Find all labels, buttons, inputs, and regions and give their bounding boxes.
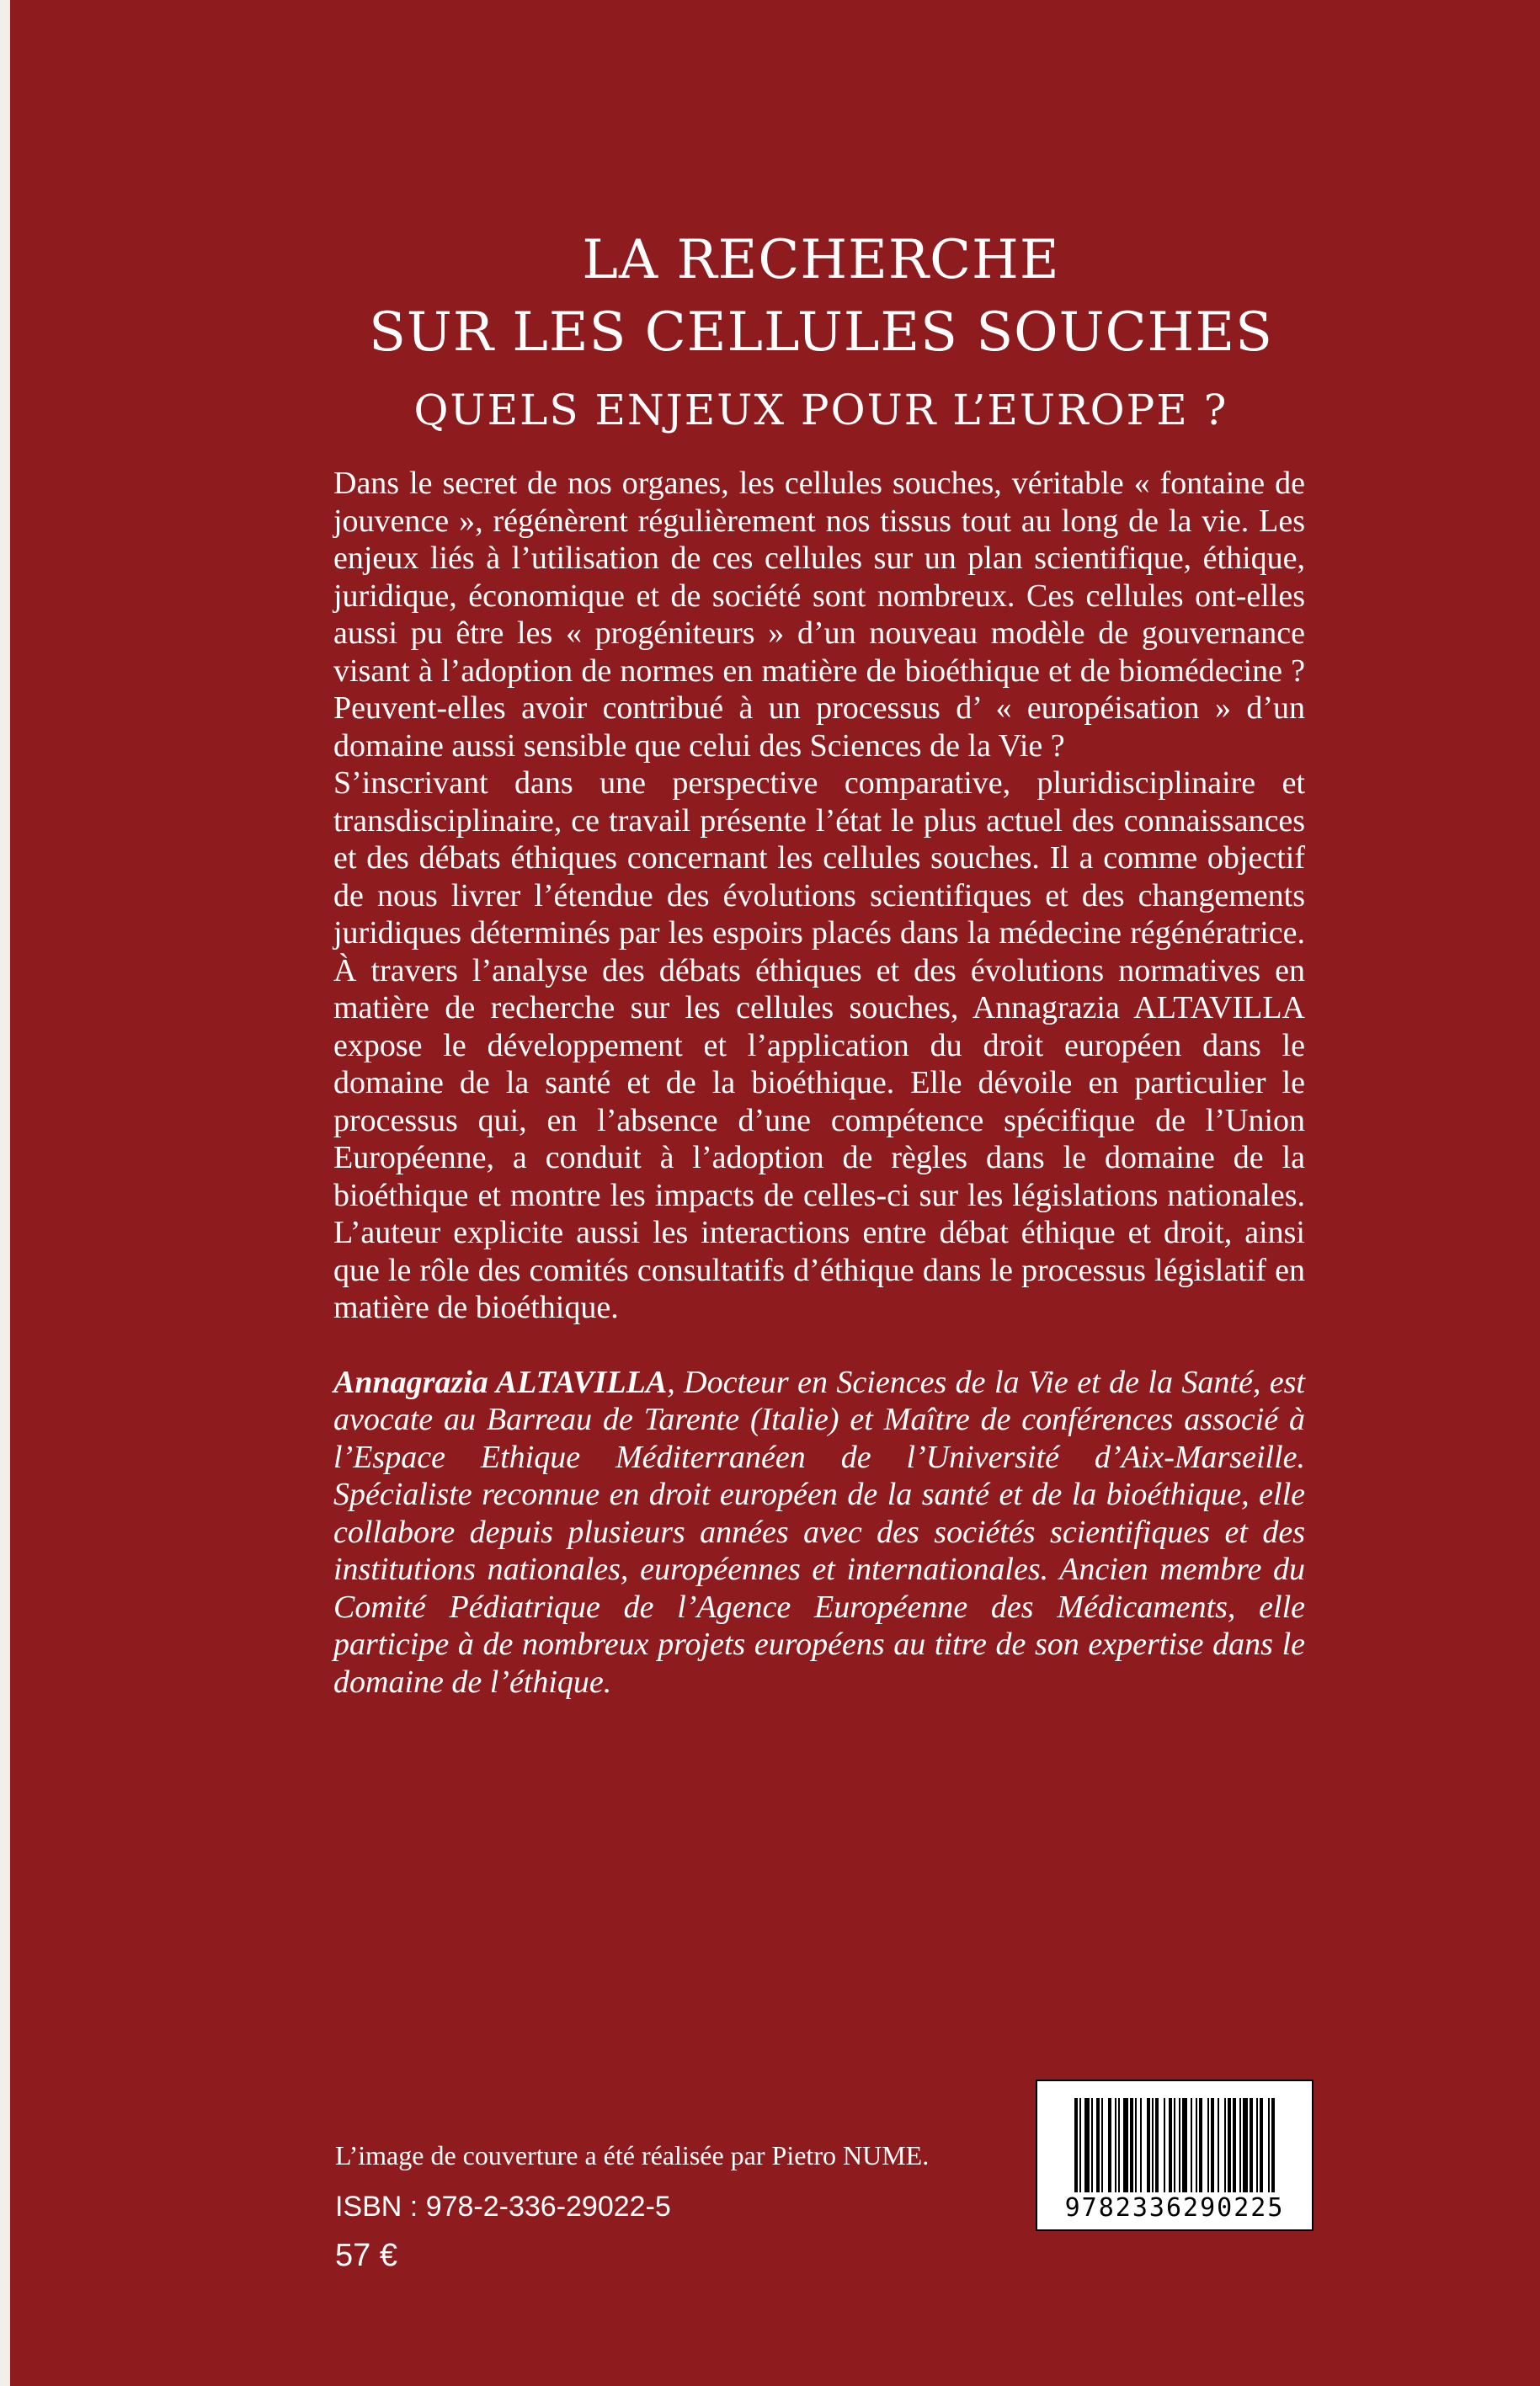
title-line-1: LA RECHERCHE [582,229,1060,291]
barcode-bar [1074,2098,1078,2192]
page-edge [0,0,10,2386]
title-line-2: SUR LES CELLULES SOUCHES [369,301,1273,364]
barcode-bar [1115,2098,1116,2192]
barcode-bar [1101,2098,1103,2192]
barcode-bar [1260,2098,1263,2192]
barcode-bar [1191,2098,1192,2192]
barcode-bar [1084,2098,1090,2192]
barcode-bar [1140,2098,1142,2192]
barcode-bar [1224,2098,1226,2192]
barcode-bar [1179,2098,1180,2192]
summary-paragraph-2: S’inscrivant dans une perspective comparative, pluridisciplinaire et transdisciplinaire, ce travail présente l’état le plus actuel des connaissances et des débats éthiques concernant les cellules souches. Il a comme objectif de nous livrer l’étendue des évolutions scientifiques et des changements juridiques déterminés par les espoirs placés dans la médecine régénératrice. À travers l’analyse des débats éthiques et des évolutions normatives en matière de recherche sur les cellules souches, Annagrazia ALTAVILLA expose le développement et l’application du droit européen dans le domaine de la santé et de la bioéthique. Elle dévoile en particulier le processus qui, en l’absence d’une compétence spécifique de l’Union Européenne, a conduit à l’adoption de règles dans le domaine de la bioéthique et montre les impacts de celles-ci sur les législations nationales. L’auteur explicite aussi les interactions entre débat éthique et droit, ainsi que le rôle des comités consultatifs d’éthique dans le processus législatif en matière de bioéthique. [333,765,1305,1325]
summary-block [333,465,1305,1701]
barcode-bar [1239,2098,1241,2192]
author-bio [333,1364,1305,1702]
cover-image-credit: L’image de couverture a été réalisée par Pietro NUME. [335,2140,930,2170]
barcode-bar [1211,2098,1214,2192]
barcode-bar [1268,2098,1270,2192]
barcode-bar [1182,2098,1187,2192]
barcode-bar [1271,2098,1275,2192]
barcode-bar [1164,2098,1165,2192]
spacer [333,1327,1305,1364]
author-name: Annagrazia ALTAVILLA [333,1364,668,1400]
barcode-bar [1218,2098,1219,2192]
barcode-bar [1108,2098,1111,2192]
barcode [1036,2080,1314,2231]
barcode-bar [1169,2098,1172,2192]
barcode-bar [1199,2098,1202,2192]
barcode-bar [1250,2098,1253,2192]
barcode-bar [1243,2098,1248,2192]
barcode-bar [1256,2098,1258,2192]
author-bio-text: , Docteur en Sciences de la Vie et de la Santé, est avocate au Barreau de Tarente (Italie) et Maître de conférences associé à l’Espace Ethique Méditerranéen de l’Université d’Aix-Marseille. Spécialiste reconnue en droit européen de la santé et de la bioéthique, elle collabore depuis plusieurs années avec des sociétés scientifiques et des institutions nationales, européennes et internationales. Ancien membre du Comité Pédiatrique de l’Agence Européenne des Médicaments, elle participe à de nombreux projets européens au titre de son expertise dans le domaine de l’éthique. [333,1364,1305,1700]
barcode-bar [1091,2098,1093,2192]
barcode-bar [1174,2098,1175,2192]
barcode-bar [1096,2098,1100,2192]
barcode-bar [1233,2098,1236,2192]
price: 57 € [335,2238,397,2273]
barcode-bar [1135,2098,1137,2192]
barcode-bar [1123,2098,1128,2192]
isbn: ISBN : 978-2-336-29022-5 [335,2191,671,2223]
barcode-bar [1196,2098,1197,2192]
barcode-bar [1130,2098,1133,2192]
barcode-icon [1074,2098,1278,2192]
barcode-bar [1228,2098,1231,2192]
barcode-bar [1155,2098,1159,2192]
barcode-bar [1147,2098,1150,2192]
barcode-bar [1118,2098,1120,2192]
barcode-bar [1207,2098,1209,2192]
summary-paragraph-1: Dans le secret de nos organes, les cellules souches, véritable « fontaine de jouvence », régénèrent régulièrement nos tissus tout au long de la vie. Les enjeux liés à l’utilisation de ces cellules sur un plan scientifique, éthique, juridique, économique et de société sont nombreux. Ces cellules ont-elles aussi pu être les « progéniteurs » d’un nouveau modèle de gouvernance visant à l’adoption de normes en matière de bioéthique et de biomédecine ? Peuvent-elles avoir contribué à un processus d’ « européisation » d’un domaine aussi sensible que celui des Sciences de la Vie ? [333,466,1305,764]
barcode-number: 9782336290225 [1064,2193,1285,2223]
barcode-bar [1152,2098,1154,2192]
barcode-bar [1079,2098,1081,2192]
subtitle: QUELS ENJEUX POUR L’EUROPE ? [413,386,1228,434]
